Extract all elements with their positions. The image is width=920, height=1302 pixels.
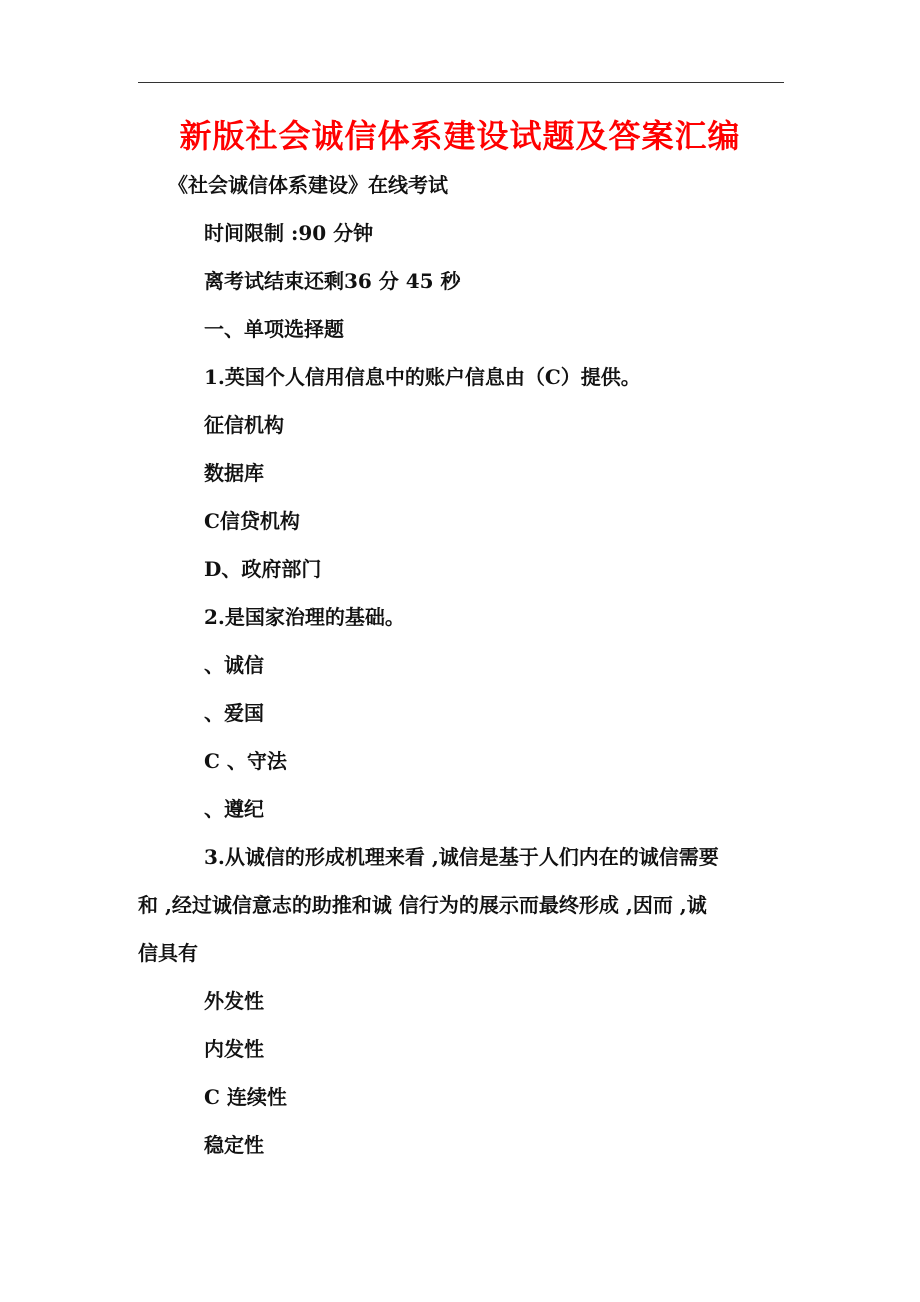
time-limit: 时间限制 :90 分钟 <box>204 221 374 245</box>
question-1-option-a: 征信机构 <box>204 413 284 437</box>
question-3-text-line-3: 信具有 <box>138 941 198 965</box>
question-1-text: 1.英国个人信用信息中的账户信息由（C）提供。 <box>204 365 641 389</box>
question-3-option-a: 外发性 <box>204 989 264 1013</box>
question-1-option-b: 数据库 <box>204 461 264 485</box>
question-3-text-line-1: 3.从诚信的形成机理来看 ,诚信是基于人们内在的诚信需要 <box>204 845 719 869</box>
question-2-option-b: 、爱国 <box>204 701 264 725</box>
question-3-option-d: 稳定性 <box>204 1133 264 1157</box>
question-3-option-c: C 连续性 <box>204 1085 287 1109</box>
question-2-text: 2.是国家治理的基础。 <box>204 605 405 629</box>
question-2-option-a: 、诚信 <box>204 653 264 677</box>
question-3-option-b: 内发性 <box>204 1037 264 1061</box>
exam-subtitle: 《社会诚信体系建设》在线考试 <box>168 173 448 197</box>
question-1-option-c: C信贷机构 <box>204 509 300 533</box>
question-1-option-d: D、政府部门 <box>204 557 322 581</box>
question-3-text-line-2: 和 ,经过诚信意志的助推和诚 信行为的展示而最终形成 ,因而 ,诚 <box>138 893 707 917</box>
header-rule <box>138 82 784 83</box>
section-heading: 一、单项选择题 <box>204 317 344 341</box>
time-remaining: 离考试结束还剩36 分 45 秒 <box>204 269 461 293</box>
question-2-option-c: C 、守法 <box>204 749 287 773</box>
question-2-option-d: 、遵纪 <box>204 797 264 821</box>
document-title: 新版社会诚信体系建设试题及答案汇编 <box>179 117 741 155</box>
